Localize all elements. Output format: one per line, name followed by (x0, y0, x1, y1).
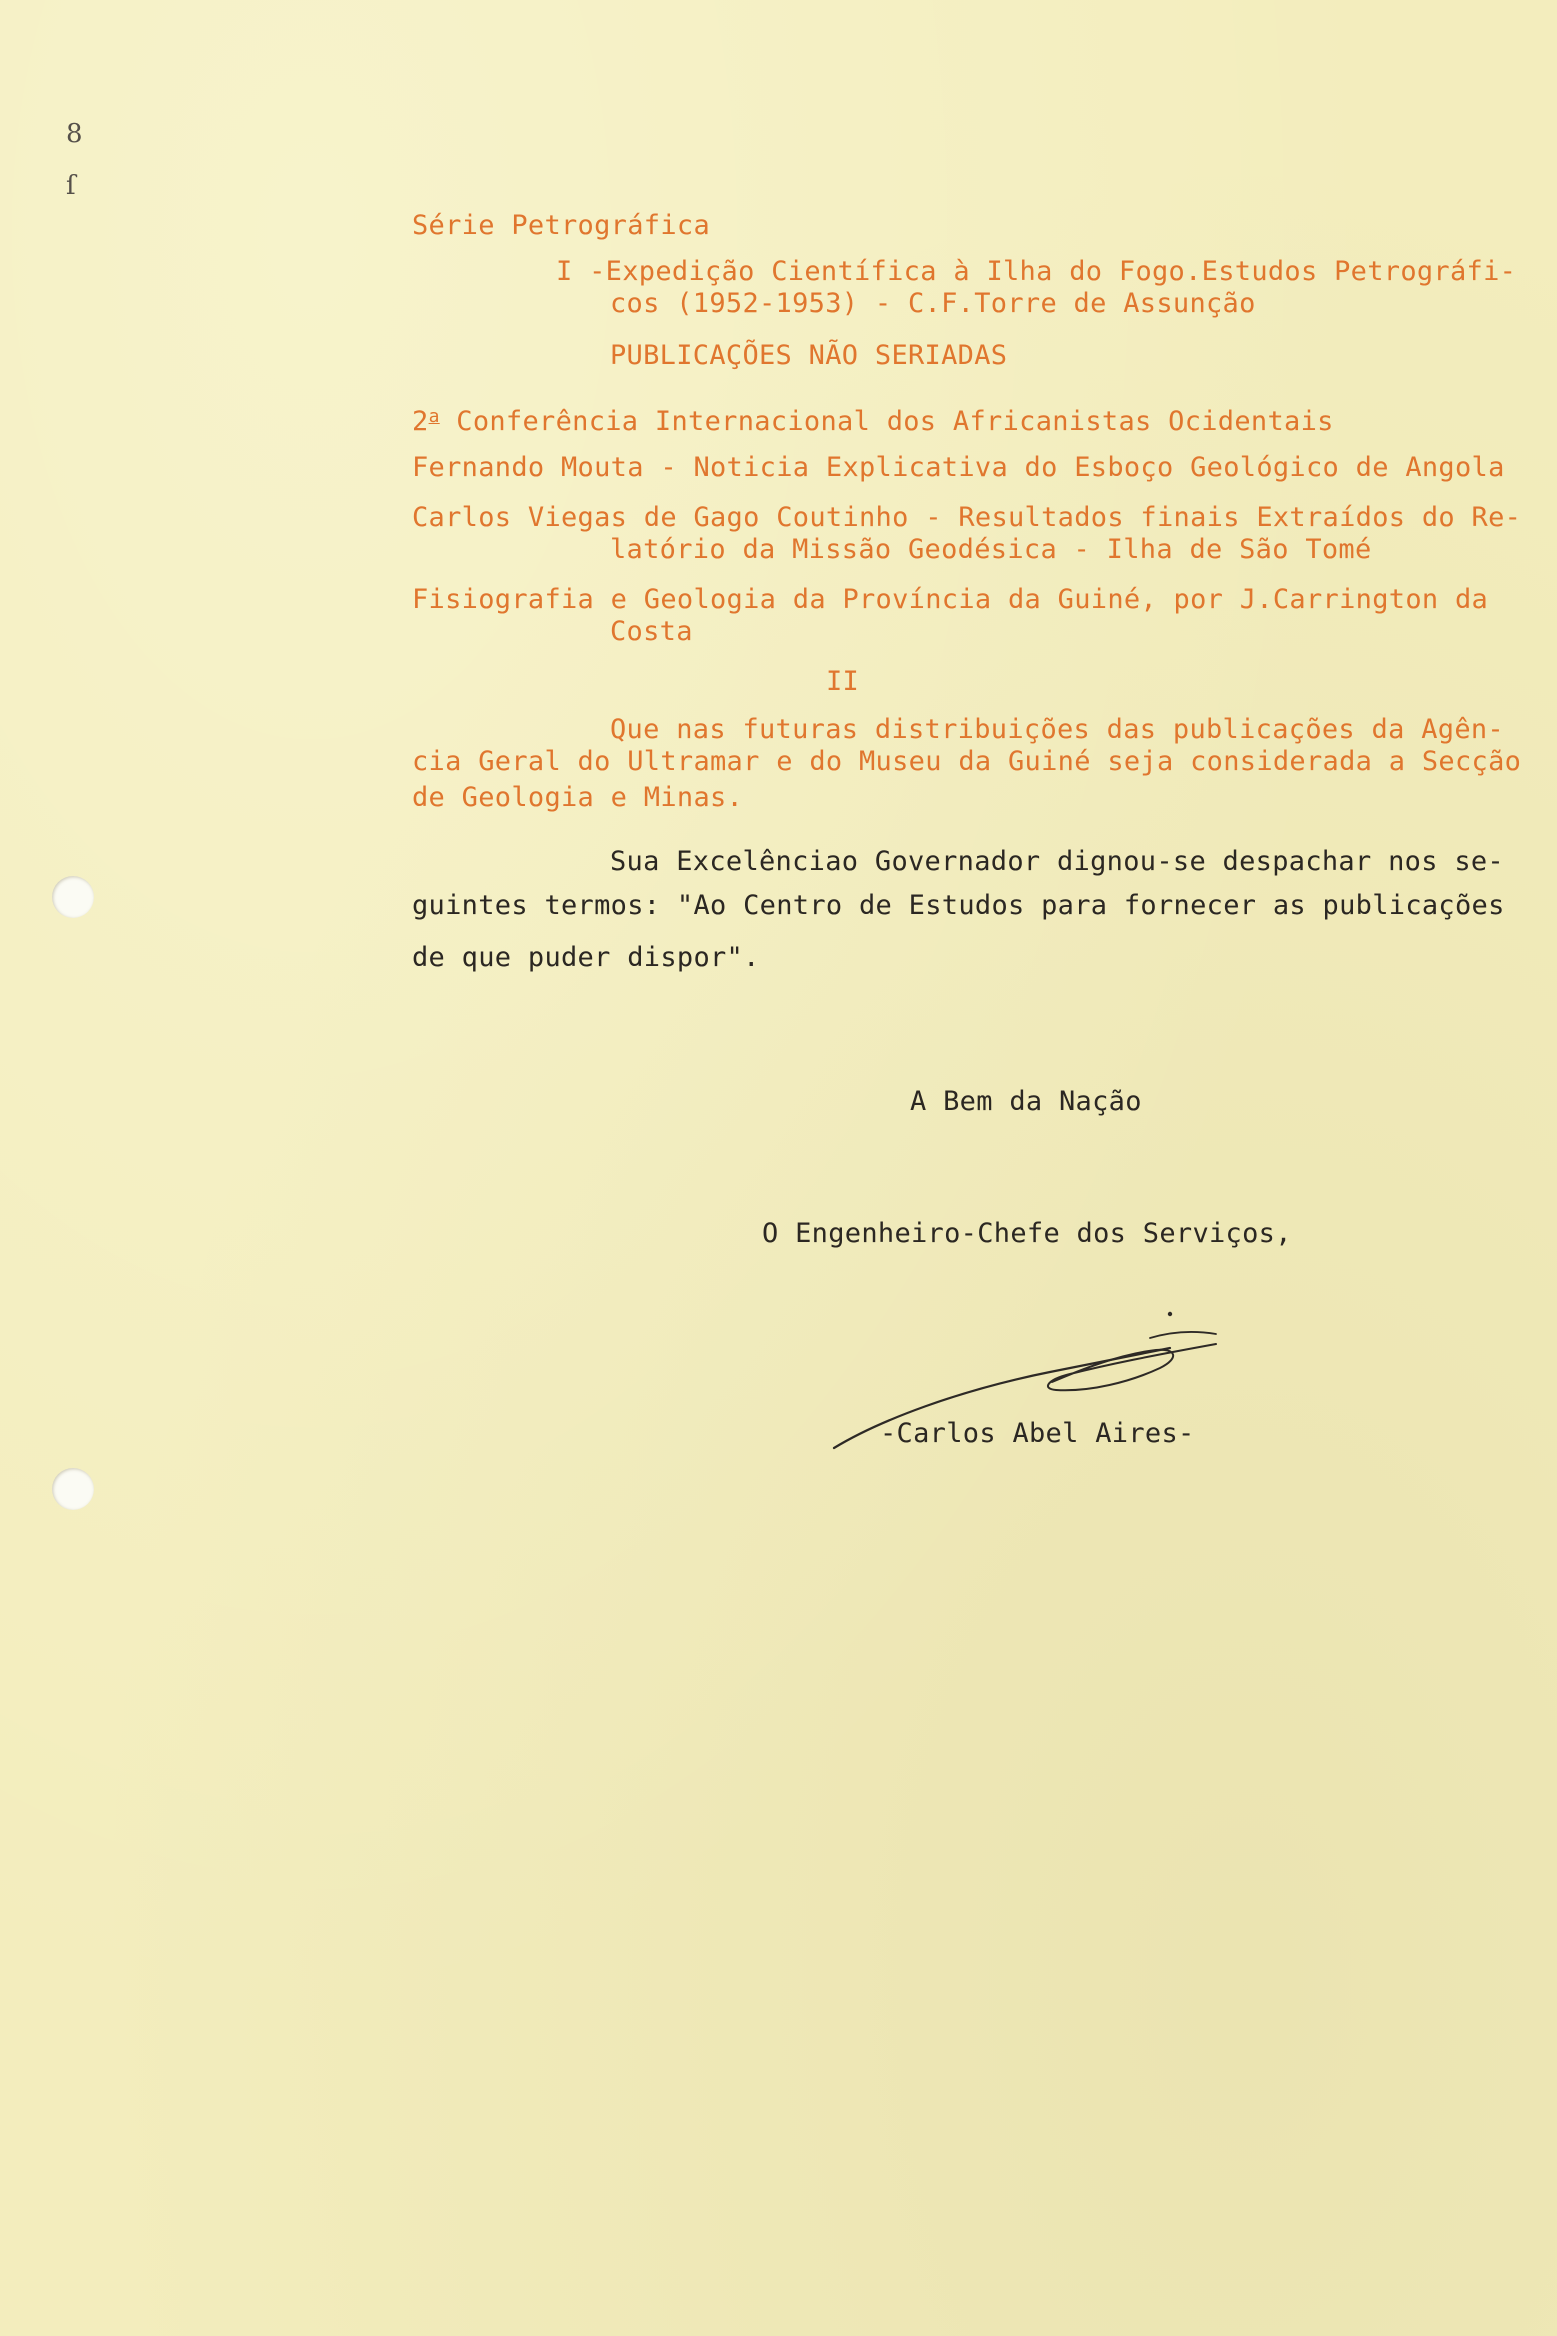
conferencia-line (412, 406, 1334, 441)
conferencia-ordinal: 2 (412, 406, 429, 437)
punch-hole-upper (52, 876, 94, 918)
dispatch-line-2: guintes termos: "Ao Centro de Estudos para fornecer as publicações (412, 890, 1505, 921)
item-i-line-2: cos (1952-1953) - C.F.Torre de Assunção (610, 288, 1256, 319)
mouta-entry: Fernando Mouta - Noticia Explicativa do Esboço Geológico de Angola (412, 452, 1505, 483)
section-ii-line-2: cia Geral do Ultramar e do Museu da Guiné seja considerada a Secção (412, 746, 1522, 777)
conferencia-ordinal-superscript: a (428, 406, 440, 427)
dispatch-line-1: Sua Excelênciao Governador dignou-se despachar nos se- (610, 846, 1504, 877)
coutinho-entry-line-1: Carlos Viegas de Gago Coutinho - Resultados finais Extraídos do Re- (412, 502, 1522, 533)
section-ii-numeral: II (826, 666, 860, 697)
fisiografia-entry-line-1: Fisiografia e Geologia da Província da Guiné, por J.Carrington da (412, 584, 1489, 615)
coutinho-entry-line-2: latório da Missão Geodésica - Ilha de São Tomé (610, 534, 1372, 565)
series-heading: Série Petrográfica (412, 210, 710, 241)
punch-hole-lower (52, 1468, 94, 1510)
salutation: A Bem da Nação (910, 1086, 1142, 1117)
conferencia-title: Conferência Internacional dos Africanistas Ocidentais (439, 406, 1334, 437)
signatory-role: O Engenheiro-Chefe dos Serviços, (762, 1218, 1292, 1249)
margin-mark-top: 8 (66, 119, 83, 149)
section-ii-line-1: Que nas futuras distribuições das publicações da Agên- (610, 714, 1504, 745)
item-i-line-1: I -Expedição Científica à Ilha do Fogo.Estudos Petrográfi- (556, 256, 1517, 287)
fisiografia-entry-line-2: Costa (610, 616, 693, 647)
section-ii-line-3: de Geologia e Minas. (412, 782, 744, 813)
margin-mark-bottom: ſ (66, 171, 76, 201)
signatory-name: -Carlos Abel Aires- (880, 1418, 1195, 1449)
publicacoes-heading: PUBLICAÇÕES NÃO SERIADAS (610, 340, 1008, 371)
dispatch-line-3: de que puder dispor". (412, 942, 760, 973)
